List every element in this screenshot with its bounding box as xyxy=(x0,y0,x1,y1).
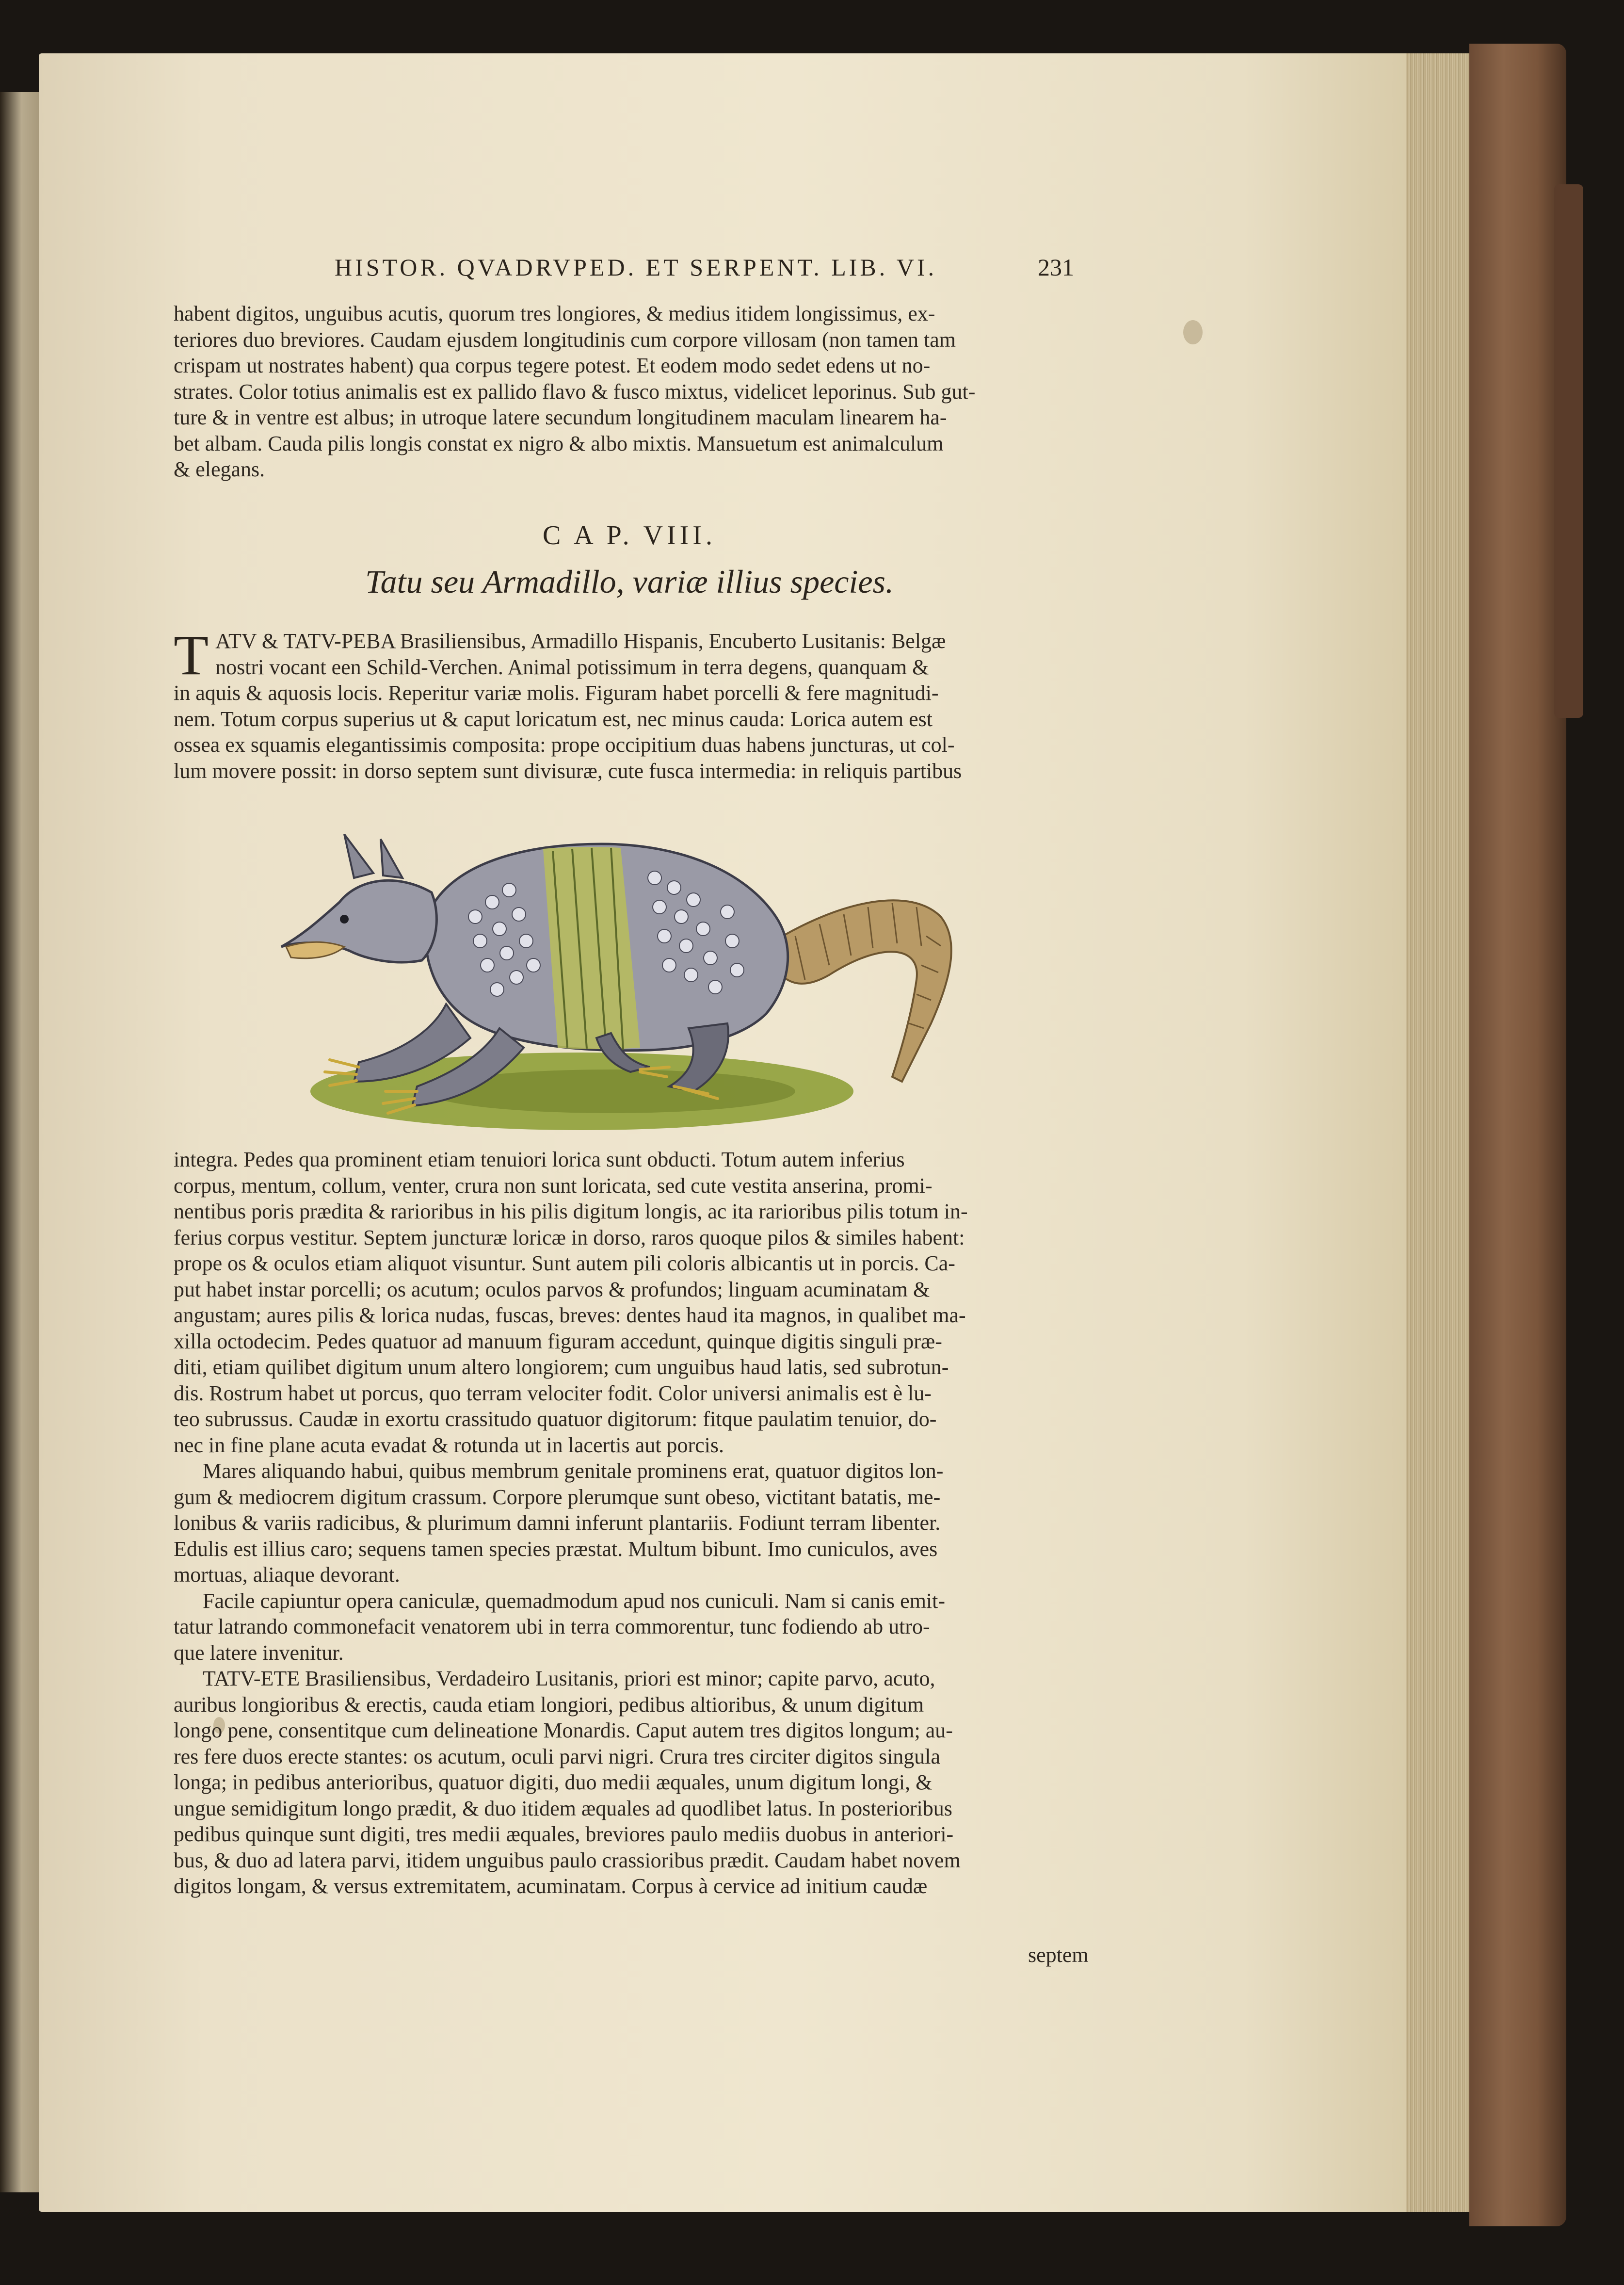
paragraph-block-2 xyxy=(174,623,1085,784)
page-number: 231 xyxy=(1038,254,1074,281)
text-line: TATV-ETE Brasiliensibus, Verdadeiro Lusitanis, priori est minor; capite parvo, acuto, xyxy=(203,1667,935,1690)
text-line: nec in fine plane acuta evadat & rotunda ut in lacertis aut porcis. xyxy=(174,1433,724,1457)
chapter-heading: C A P. VIII. xyxy=(543,520,716,551)
running-head: HISTOR. QVADRVPED. ET SERPENT. LIB. VI. xyxy=(335,254,937,281)
text-line: dis. Rostrum habet ut porcus, quo terram velociter fodit. Color universi animalis est è lu- xyxy=(174,1381,932,1405)
catchword: septem xyxy=(1028,1943,1089,1967)
text-line: corpus, mentum, collum, venter, crura non sunt loricata, sed cute vestita anserina, promi- xyxy=(174,1173,933,1198)
text-line: ture & in ventre est albus; in utroque latere secundum longitudinem maculam linearem ha- xyxy=(174,405,947,429)
ear xyxy=(344,834,373,878)
text-line: diti, etiam quilibet digitum unum altero longiorem; cum unguibus haud latis, sed subrotun- xyxy=(174,1355,949,1379)
text-line: & elegans. xyxy=(174,457,265,481)
text-line: longa; in pedibus anterioribus, quatuor digiti, duo medii æquales, unum digitum longi, & xyxy=(174,1770,933,1794)
chapter-title: Tatu seu Armadillo, variæ illius species. xyxy=(365,563,894,600)
text-line: Mares aliquando habui, quibus membrum genitale prominens erat, quatuor digitos lon- xyxy=(203,1459,944,1483)
armadillo-tail xyxy=(766,900,951,1082)
text-line: ATV & TATV-PEBA Brasiliensibus, Armadillo Hispanis, Encuberto Lusitanis: Belgæ xyxy=(215,629,946,653)
text-line: bet albam. Cauda pilis longis constat ex nigro & albo mixtis. Mansuetum est animalculum xyxy=(174,431,944,455)
text-line: crispam ut nostrates habent) qua corpus tegere potest. Et eodem modo sedet edens ut no- xyxy=(174,354,931,377)
text-line: res fere duos erecte stantes: os acutum, oculi parvi nigri. Crura tres circiter digitos singula xyxy=(174,1744,941,1768)
paragraph-block-3 xyxy=(174,1147,1085,1899)
text-line: nem. Totum corpus superius ut & caput loricatum est, nec minus cauda: Lorica autem est xyxy=(174,707,933,731)
text-line: in aquis & aquosis locis. Reperitur variæ molis. Figuram habet porcelli & fere magnitudi- xyxy=(174,681,939,705)
paragraph-block-1 xyxy=(174,301,1085,483)
text-line: auribus longioribus & erectis, cauda etiam longiori, pedibus altioribus, & unum digitum xyxy=(174,1692,924,1717)
page-edges xyxy=(1406,53,1469,2212)
text-line: habent digitos, unguibus acutis, quorum tres longiores, & medius itidem longissimus, ex- xyxy=(174,302,935,325)
text-line: xilla octodecim. Pedes quatuor ad manuum figuram accedunt, quinque digitis singuli præ- xyxy=(174,1329,942,1353)
text-line: lum movere possit: in dorso septem sunt divisuræ, cute fusca intermedia: in reliquis partibus xyxy=(174,759,962,783)
text-line: bus, & duo ad latera parvi, itidem unguibus paulo crassioribus prædit. Caudam habet novem xyxy=(174,1848,961,1872)
text-line: ungue semidigitum longo prædit, & duo itidem æquales ad quodlibet latus. In posterioribus xyxy=(174,1796,952,1820)
text-line: put habet instar porcelli; os acutum; oculos parvos & profundos; linguam acuminatam & xyxy=(174,1277,930,1301)
binding-strip xyxy=(1554,184,1583,718)
drop-capital: T xyxy=(174,623,209,687)
text-line: digitos longam, & versus extremitatem, acuminatam. Corpus à cervice ad initium caudæ xyxy=(174,1874,928,1898)
text-line: pedibus quinque sunt digiti, tres medii æquales, breviores paulo mediis duobus in anteriori- xyxy=(174,1822,954,1846)
left-page-edge xyxy=(0,92,39,2192)
text-line: integra. Pedes qua prominent etiam tenuiori lorica sunt obducti. Totum autem inferius xyxy=(174,1148,905,1171)
book-cover-board xyxy=(1469,44,1566,2226)
text-line: angustam; aures pilis & lorica nudas, fuscas, breves: dentes haud ita magnos, in qualibet ma- xyxy=(174,1303,966,1327)
text-line: Edulis est illius caro; sequens tamen species præstat. Multum bibunt. Imo cuniculos, aves xyxy=(174,1537,938,1561)
text-line: nentibus poris prædita & rarioribus in his pilis digitum longis, ac ita rarioribus pilis totum in- xyxy=(174,1199,968,1223)
text-line: mortuas, aliaque devorant. xyxy=(174,1563,400,1587)
text-line: ferius corpus vestitur. Septem juncturæ loricæ in dorso, raros quoque pilos & similes habent: xyxy=(174,1225,965,1249)
text-line: prope os & oculos etiam aliquot visuntur. Sunt autem pili coloris albicantis ut in porcis. Ca- xyxy=(174,1251,955,1275)
text-line: nostri vocant een Schild-Verchen. Animal potissimum in terra degens, quanquam & xyxy=(215,655,929,679)
foxing-spot xyxy=(1183,320,1203,344)
armadillo-illustration xyxy=(272,820,999,1140)
eye xyxy=(340,915,349,924)
text-line: lonibus & variis radicibus, & plurimum damni inferunt plantariis. Fodiunt terram libenter. xyxy=(174,1511,941,1535)
text-line: teo subrussus. Caudæ in exortu crassitudo quatuor digitorum: fitque paulatim tenuior, do- xyxy=(174,1407,937,1431)
text-line: Facile capiuntur opera caniculæ, quemadmodum apud nos cuniculi. Nam si canis emit- xyxy=(203,1588,946,1613)
text-line: teriores duo breviores. Caudam ejusdem longitudinis cum corpore villosam (non tamen tam xyxy=(174,327,956,352)
snout xyxy=(286,942,344,958)
text-line: longo pene, consentitque cum delineatione Monardis. Caput autem tres digitos longum; au- xyxy=(174,1718,953,1742)
text-line: ossea ex squamis elegantissimis composita: prope occipitium duas habens juncturas, ut col- xyxy=(174,733,955,757)
text-line: strates. Color totius animalis est ex pallido flavo & fusco mixtus, videlicet leporinus. Sub gut- xyxy=(174,379,976,404)
text-line: tatur latrando commonefacit venatorem ubi in terra commorentur, tunc fodiendo ab utro- xyxy=(174,1615,930,1638)
text-line: gum & mediocrem digitum crassum. Corpore plerumque sunt obeso, victitant batatis, me- xyxy=(174,1485,941,1509)
ear xyxy=(381,839,402,878)
text-line: que latere invenitur. xyxy=(174,1640,344,1665)
